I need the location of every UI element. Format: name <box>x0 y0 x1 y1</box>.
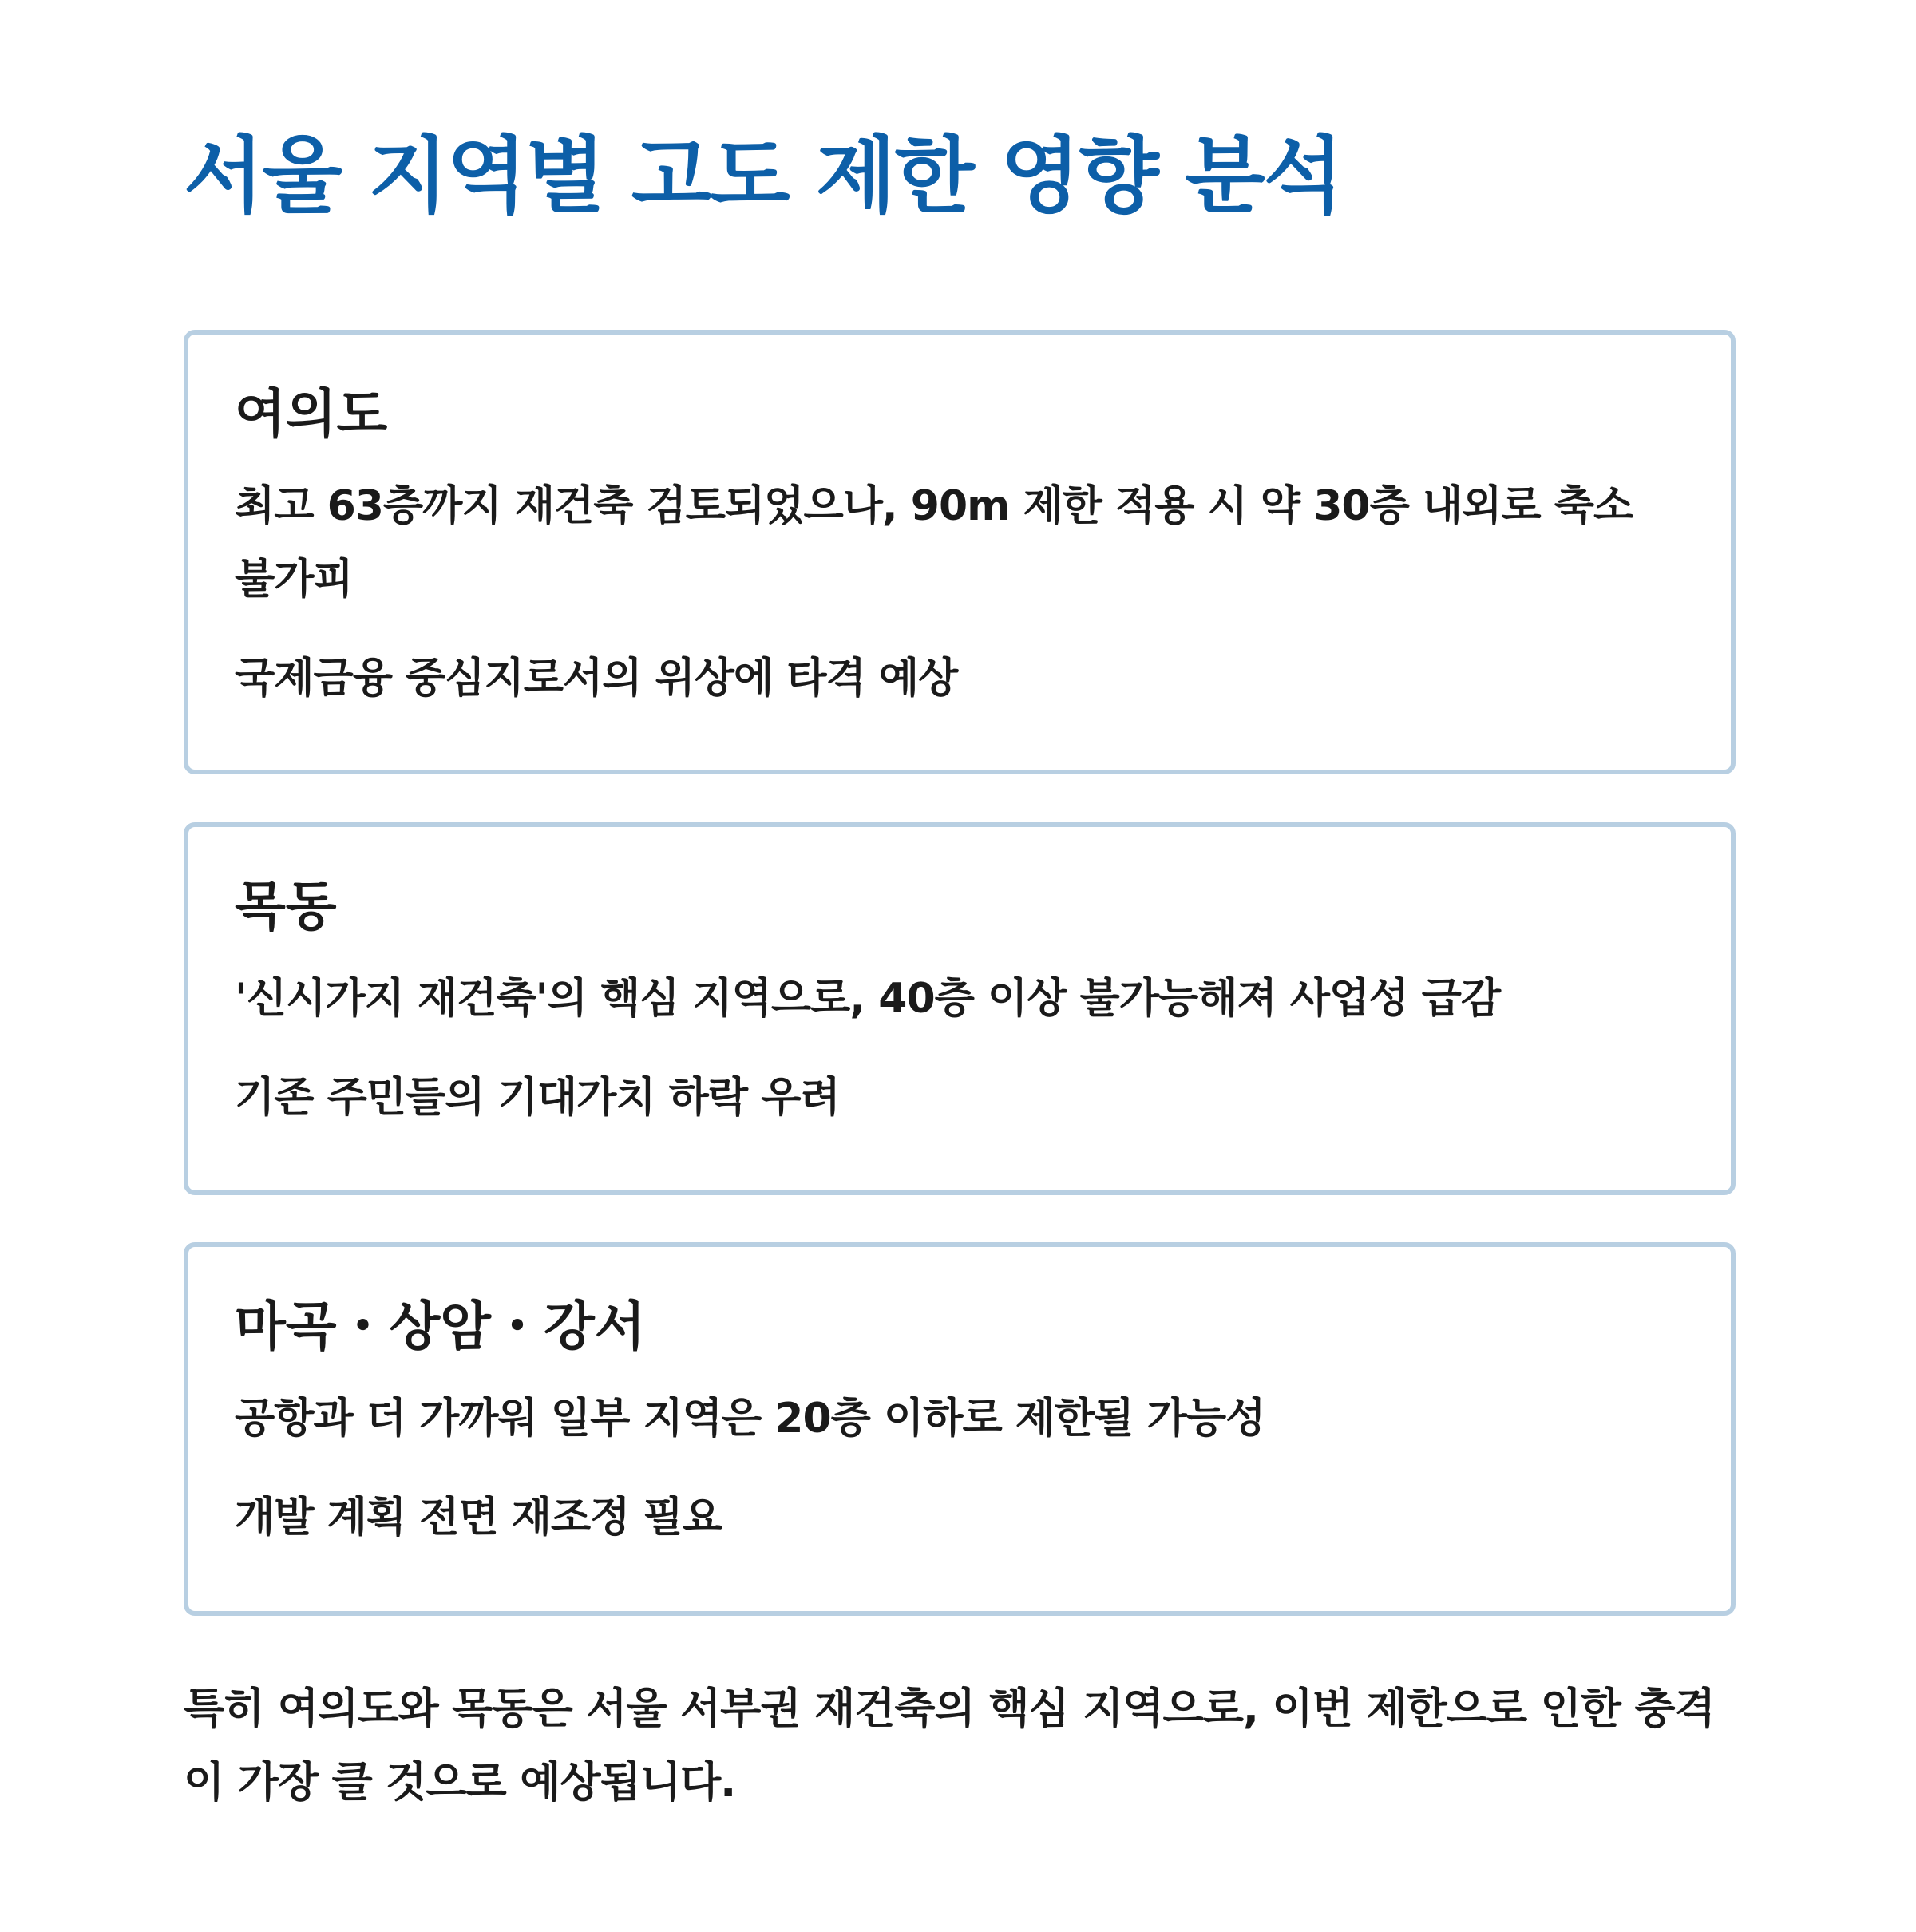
region-card-mokdong <box>184 822 1736 1195</box>
card-line: '신시가지 재건축'의 핵심 지역으로, 40층 이상 불가능해져 사업성 급감 <box>235 975 1501 1023</box>
region-card-yeouido <box>184 330 1736 774</box>
page-title: 서울 지역별 고도 제한 영향 분석 <box>184 127 1343 224</box>
summary-text: 특히 여의도와 목동은 서울 서부권 재건축의 핵심 지역으로, 이번 제한으로 인한 충격이 가장 클 것으로 예상됩니다. <box>184 1685 1715 1807</box>
region-card-magok-sangam-gangseo <box>184 1242 1736 1616</box>
card-line: 기존 주민들의 기대가치 하락 우려 <box>235 1074 840 1122</box>
card-heading: 목동 <box>235 876 337 937</box>
card-line: 국제금융 중심지로서의 위상에 타격 예상 <box>235 655 958 703</box>
card-line: 공항과 더 가까워 일부 지역은 20층 이하로 제한될 가능성 <box>235 1395 1265 1443</box>
card-line: 개발 계획 전면 재조정 필요 <box>235 1494 722 1542</box>
card-heading: 마곡・상암・강서 <box>235 1296 646 1357</box>
card-heading: 여의도 <box>235 383 388 445</box>
card-line: 최고 63층까지 재건축 검토되었으나, 90m 제한 적용 시 약 30층 내외로 축소 불가피 <box>235 482 1633 604</box>
